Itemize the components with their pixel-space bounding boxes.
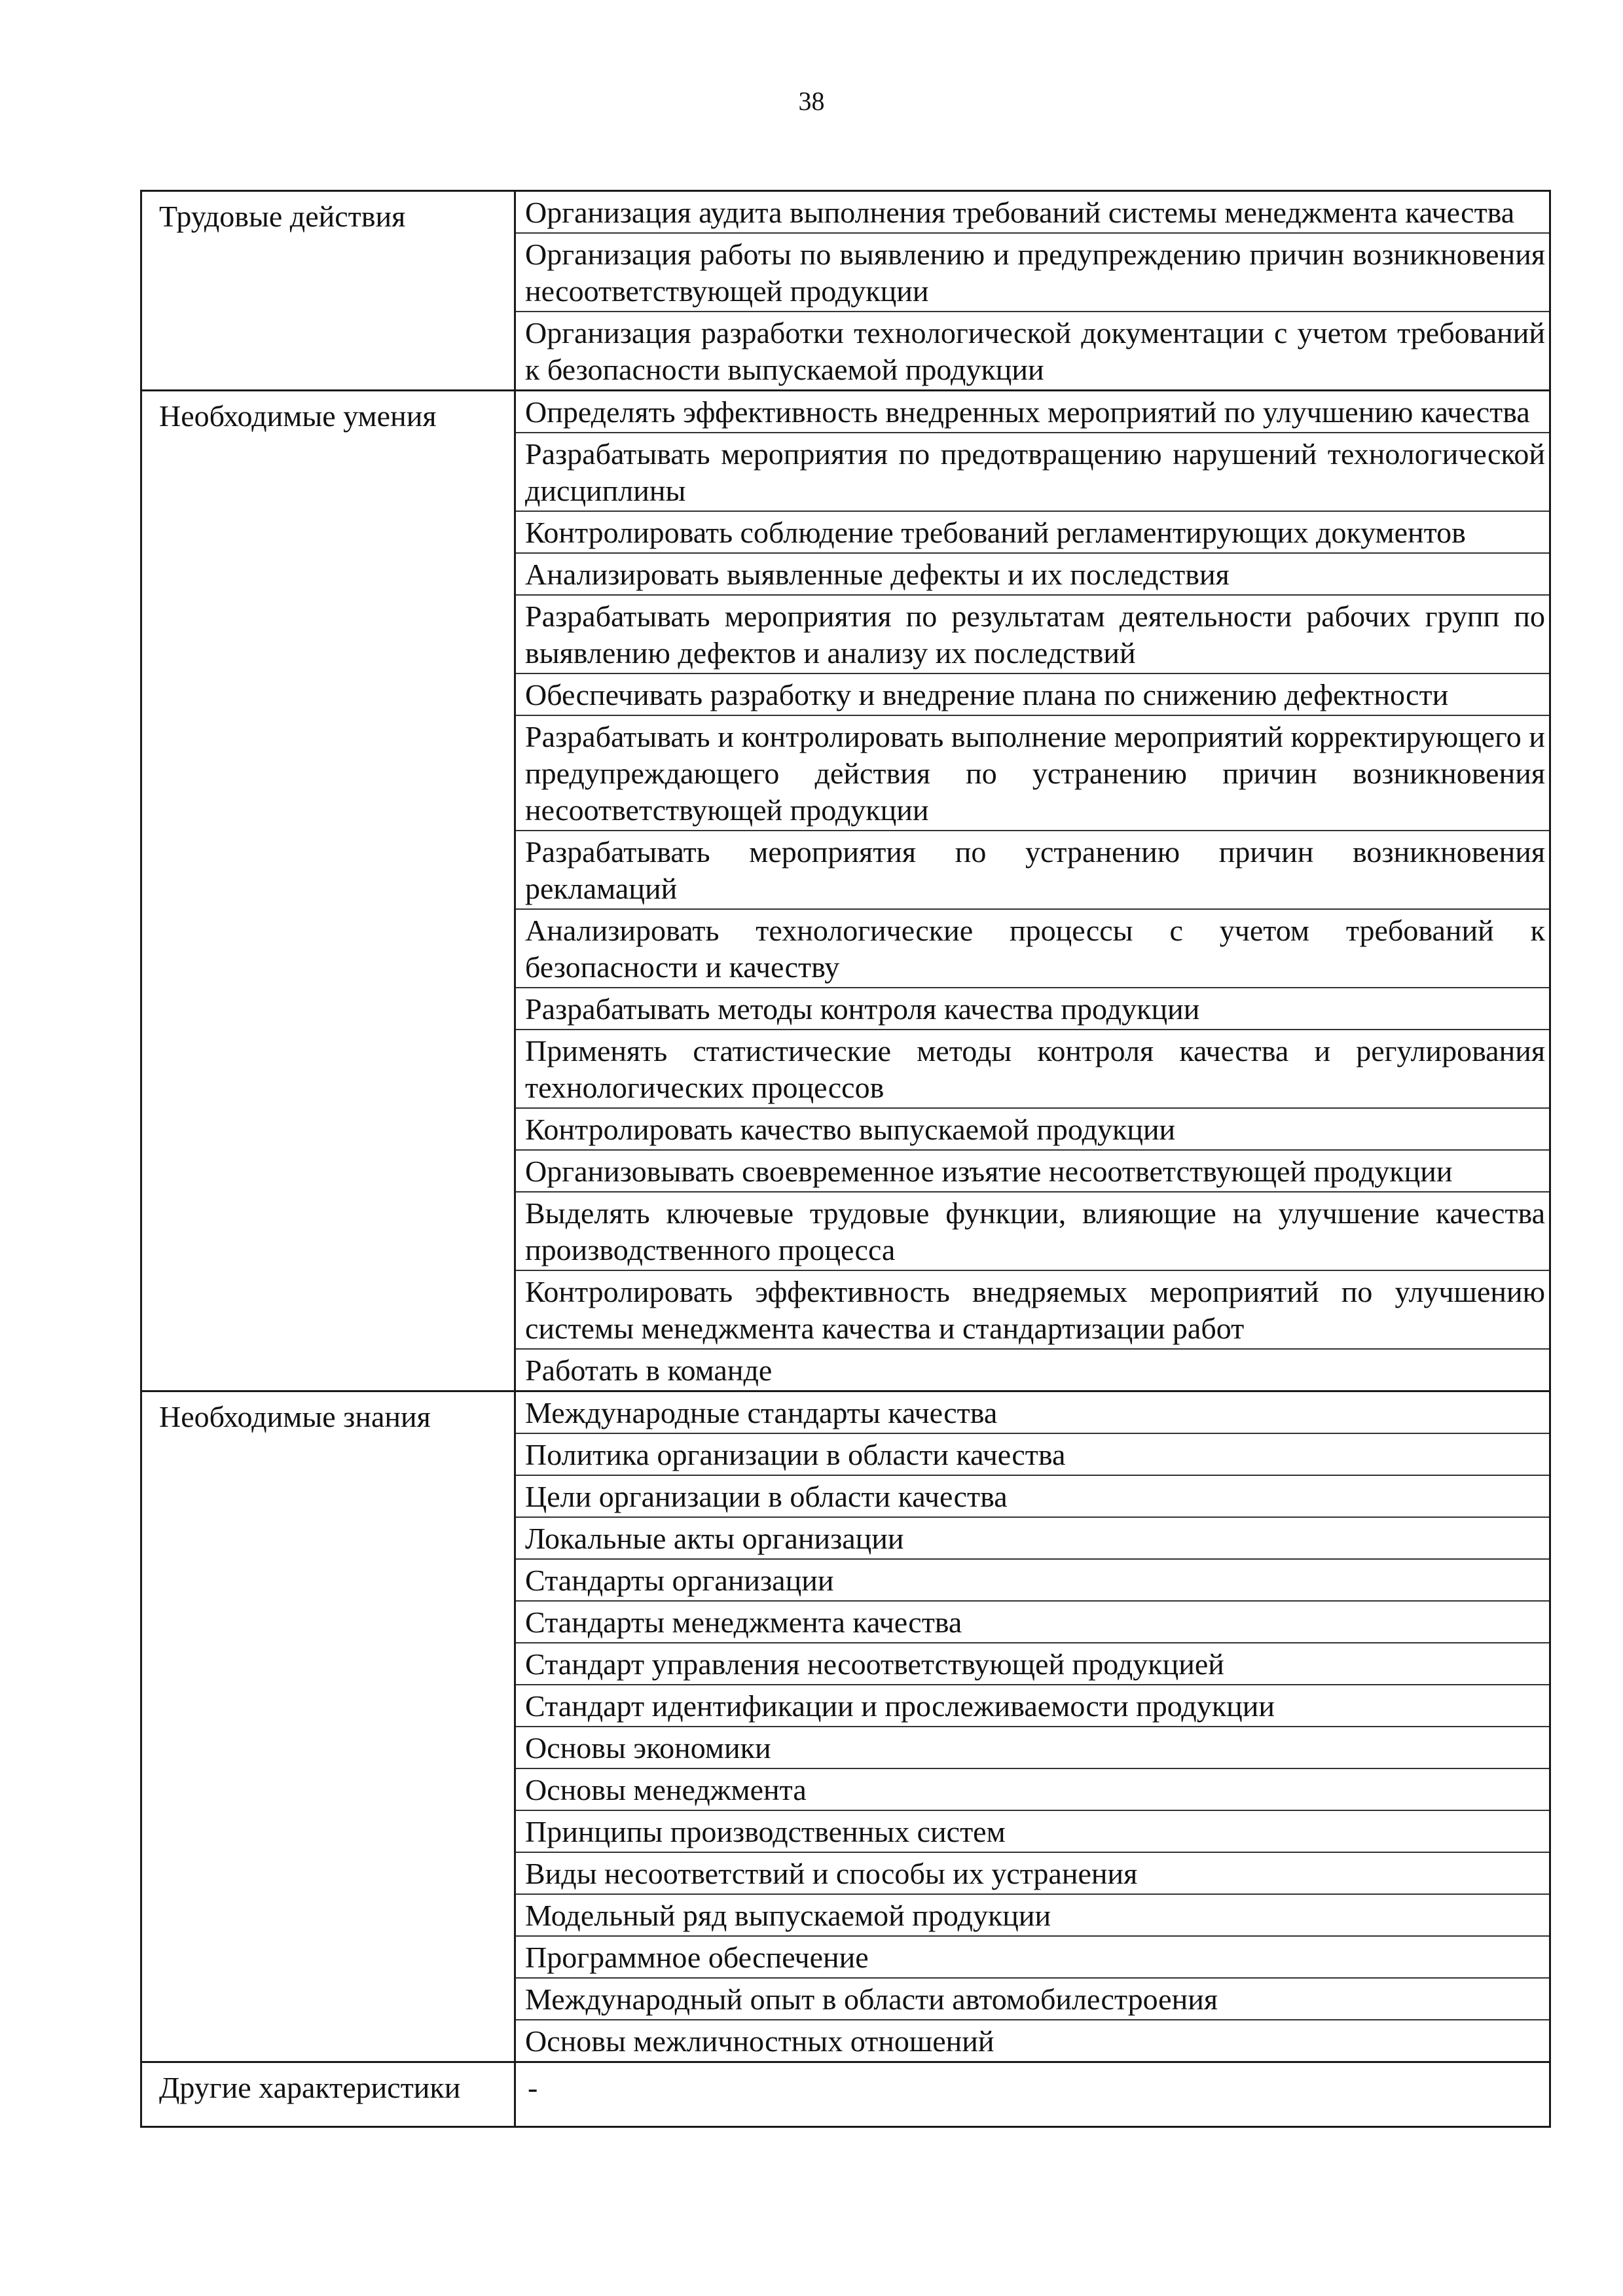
list-item: Обеспечивать разработку и внедрение плана по снижению дефектности xyxy=(516,674,1549,716)
row-items-cell xyxy=(515,391,1550,1391)
list-item: Организовывать своевременное изъятие несоответствующей продукции xyxy=(516,1151,1549,1193)
list-item: Стандарты организации xyxy=(516,1560,1549,1602)
list-item: Стандарт управления несоответствующей продукцией xyxy=(516,1643,1549,1685)
list-item: Анализировать выявленные дефекты и их последствия xyxy=(516,554,1549,596)
row-label-cell xyxy=(141,2062,515,2127)
list-item: Принципы производственных систем xyxy=(516,1811,1549,1853)
list-item: Международный опыт в области автомобилестроения xyxy=(516,1979,1549,2020)
row-items-cell xyxy=(515,1391,1550,2062)
list-item: Стандарт идентификации и прослеживаемости продукции xyxy=(516,1685,1549,1727)
table-row-other-characteristics xyxy=(141,2062,1550,2127)
list-item: Организация аудита выполнения требований системы менеджмента качества xyxy=(516,192,1549,234)
row-label-cell xyxy=(141,191,515,391)
row-value-cell xyxy=(515,2062,1550,2127)
list-item: Основы менеджмента xyxy=(516,1769,1549,1811)
table-row-required-skills xyxy=(141,391,1550,1391)
list-item: Применять статистические методы контроля качества и регулирования технологических процессов xyxy=(516,1030,1549,1109)
row-label-cell xyxy=(141,1391,515,2062)
list-item: Стандарты менеджмента качества xyxy=(516,1602,1549,1643)
list-item: Разрабатывать мероприятия по результатам деятельности рабочих групп по выявлению дефектов и анализу их последствий xyxy=(516,596,1549,674)
list-item: Модельный ряд выпускаемой продукции xyxy=(516,1895,1549,1937)
list-item: Основы межличностных отношений xyxy=(525,2024,994,2058)
list-item: Локальные акты организации xyxy=(516,1518,1549,1560)
list-item: Международные стандарты качества xyxy=(516,1392,1549,1434)
list-item: Организация работы по выявлению и предупреждению причин возникновения несоответствующей продукции xyxy=(516,234,1549,312)
list-item: Организация разработки технологической документации с учетом требований к безопасности выпускаемой продукции xyxy=(525,316,1545,386)
table-row-required-knowledge xyxy=(141,1391,1550,2062)
row-value: - xyxy=(528,2071,538,2104)
table-body xyxy=(141,191,1550,2127)
row-label: Необходимые умения xyxy=(159,399,437,433)
row-label: Трудовые действия xyxy=(159,200,406,233)
list-item: Анализировать технологические процессы с учетом требований к безопасности и качеству xyxy=(516,910,1549,988)
items-list xyxy=(516,1392,1549,2061)
list-item: Виды несоответствий и способы их устранения xyxy=(516,1853,1549,1895)
row-label: Другие характеристики xyxy=(159,2071,461,2104)
list-item: Контролировать эффективность внедряемых мероприятий по улучшению системы менеджмента качества и стандартизации работ xyxy=(516,1271,1549,1350)
list-item: Разрабатывать методы контроля качества продукции xyxy=(516,988,1549,1030)
list-item: Разрабатывать мероприятия по предотвращению нарушений технологической дисциплины xyxy=(516,433,1549,512)
list-item: Выделять ключевые трудовые функции, влияющие на улучшение качества производственного процесса xyxy=(516,1193,1549,1271)
items-list xyxy=(516,192,1549,389)
table-row-labor-actions xyxy=(141,191,1550,391)
list-item: Определять эффективность внедренных мероприятий по улучшению качества xyxy=(516,391,1549,433)
row-label: Необходимые знания xyxy=(159,1400,431,1433)
list-item: Разрабатывать и контролировать выполнение мероприятий корректирующего и предупреждающего действия по устранению причин возникновения несоответствующей продукции xyxy=(516,716,1549,831)
row-items-cell xyxy=(515,191,1550,391)
list-item: Разрабатывать мероприятия по устранению причин возникновения рекламаций xyxy=(516,831,1549,910)
row-label-cell xyxy=(141,391,515,1391)
list-item: Основы экономики xyxy=(516,1727,1549,1769)
list-item: Цели организации в области качества xyxy=(516,1476,1549,1518)
list-item: Политика организации в области качества xyxy=(516,1434,1549,1476)
list-item: Работать в команде xyxy=(525,1354,773,1387)
list-item: Контролировать качество выпускаемой продукции xyxy=(516,1109,1549,1151)
page-number: 38 xyxy=(798,86,825,116)
list-item: Программное обеспечение xyxy=(516,1937,1549,1979)
list-item: Контролировать соблюдение требований регламентирующих документов xyxy=(516,512,1549,554)
items-list xyxy=(516,391,1549,1390)
competency-table xyxy=(140,190,1551,2128)
